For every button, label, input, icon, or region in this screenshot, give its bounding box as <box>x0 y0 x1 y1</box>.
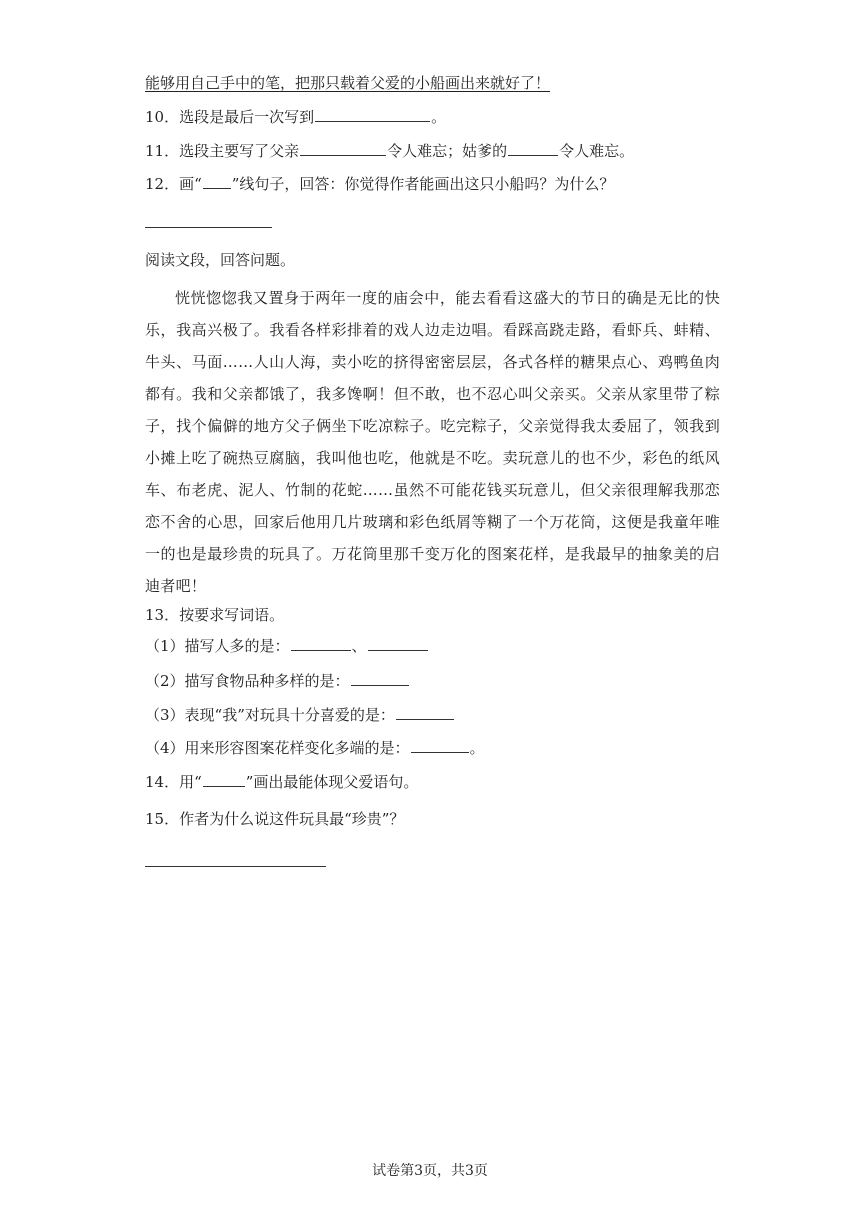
answer-line[interactable] <box>145 226 272 228</box>
question-13-1-text: （1）描写人多的是： <box>145 637 290 655</box>
reading-instruction: 阅读文段，回答问题。 <box>145 251 296 269</box>
question-15: 15．作者为什么说这件玩具最“珍贵”？ <box>145 810 405 828</box>
question-11-text-3: 令人难忘。 <box>559 142 635 160</box>
question-13-4-end: 。 <box>469 739 485 757</box>
question-14 <box>145 771 418 793</box>
answer-blank[interactable] <box>291 635 351 651</box>
question-13-1-sep: 、 <box>351 637 367 655</box>
question-11-text-1: 11．选段主要写了父亲 <box>145 142 300 160</box>
answer-blank[interactable] <box>368 635 428 651</box>
line-sample <box>203 173 231 189</box>
question-11 <box>145 140 634 162</box>
answer-blank[interactable] <box>411 737 469 753</box>
question-13-2-text: （2）描写食物品种多样的是： <box>145 672 350 690</box>
answer-blank[interactable] <box>315 106 430 122</box>
question-12-text-1: 12．画“ <box>145 175 202 193</box>
question-11-text-2: 令人难忘；姑爹的 <box>387 142 508 160</box>
answer-blank[interactable] <box>396 704 454 720</box>
answer-blank[interactable] <box>351 670 409 686</box>
question-13-2 <box>145 670 410 692</box>
line-sample <box>203 771 245 787</box>
question-10-text: 10．选段是最后一次写到 <box>145 108 315 126</box>
reading-passage: 恍恍惚惚我又置身于两年一度的庙会中，能去看看这盛大的节日的确是无比的快乐，我高兴极了。我看各样彩排着的戏人边走边唱。看踩高跷走路，看虾兵、蚌精、牛头、马面……人山人海，卖小吃的挤得密密层层，各式各样的糖果点心、鸡鸭鱼肉都有。我和父亲都饿了，我多馋啊！但不敢，也不忍心叫父亲买。父亲从家里带了粽子，找个偏僻的地方父子俩坐下吃凉粽子。吃完粽子，父亲觉得我太委屈了，领我到小摊上吃了碗热豆腐脑，我叫他也吃，他就是不吃。卖玩意儿的也不少，彩色的纸风车、布老虎、泥人、竹制的花蛇……虽然不可能花钱买玩意儿，但父亲很理解我那恋恋不舍的心思，回家后他用几片玻璃和彩色纸屑等糊了一个万花筒，这便是我童年唯一的也是最珍贵的玩具了。万花筒里那千变万化的图案花样，是我最早的抽象美的启迪者吧！ <box>145 289 720 595</box>
question-13-3-text: （3）表现“我”对玩具十分喜爱的是： <box>145 706 395 724</box>
question-12-text-2: ”线句子，回答：你觉得作者能画出这只小船吗？为什么？ <box>231 175 615 193</box>
question-14-text-1: 14．用“ <box>145 773 202 791</box>
question-13-4-text: （4）用来形容图案花样变化多端的是： <box>145 739 410 757</box>
question-13-title: 13．按要求写词语。 <box>145 606 285 624</box>
question-14-text-2: ”画出最能体现父爱语句。 <box>245 773 419 791</box>
answer-line[interactable] <box>145 865 326 867</box>
question-13-4 <box>145 737 485 759</box>
question-13-1 <box>145 635 429 657</box>
question-10 <box>145 106 446 128</box>
question-13-3 <box>145 704 455 726</box>
question-12 <box>145 173 614 195</box>
underlined-sentence: 能够用自己手中的笔，把那只载着父爱的小船画出来就好了！ <box>145 74 551 92</box>
answer-blank[interactable] <box>508 140 558 156</box>
question-10-end: 。 <box>431 108 447 126</box>
answer-blank[interactable] <box>300 140 386 156</box>
page-footer: 试卷第3页，共3页 <box>372 1163 488 1179</box>
